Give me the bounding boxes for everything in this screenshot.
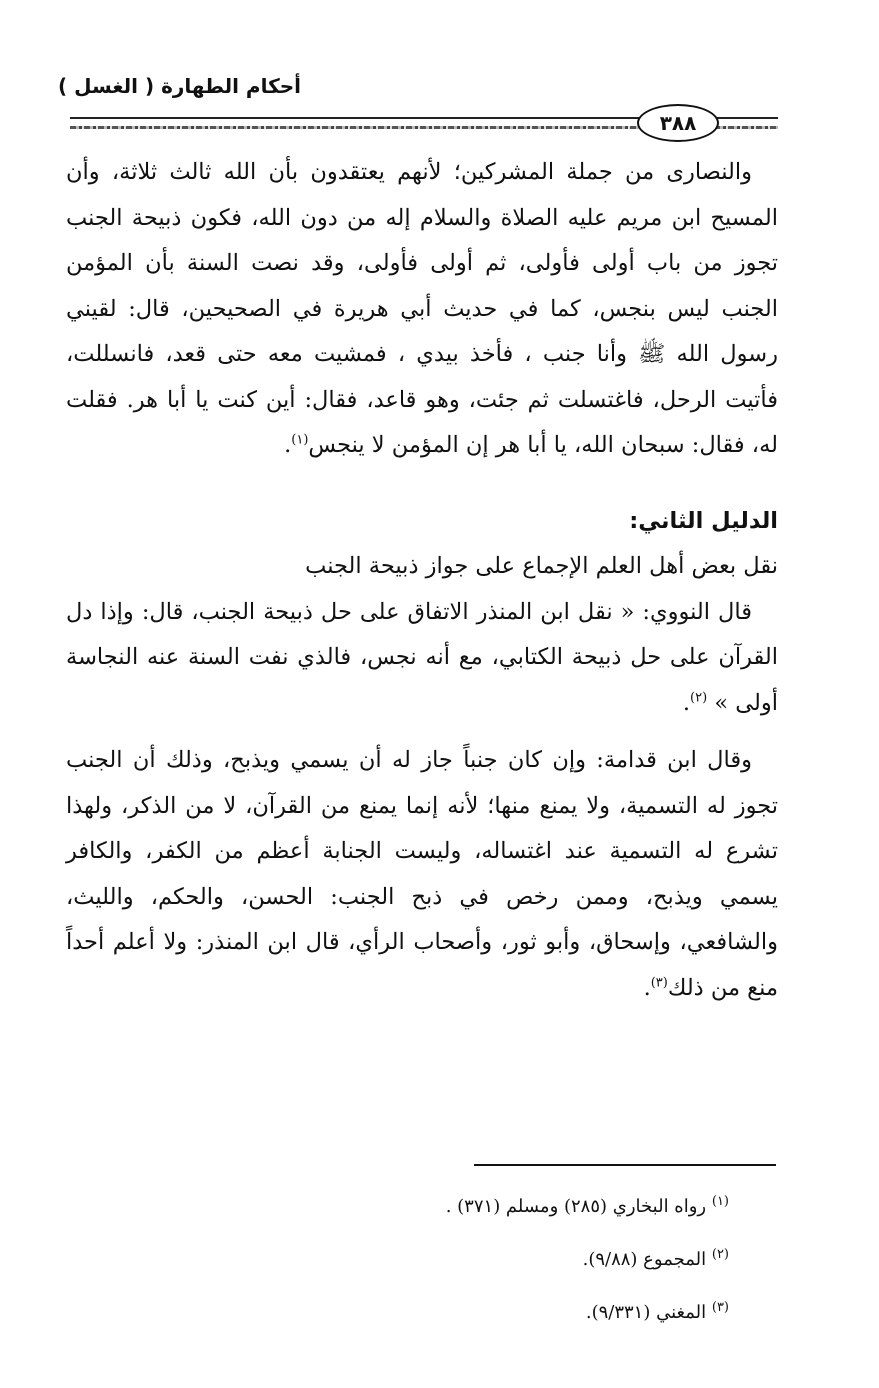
footnote-3 bbox=[209, 1286, 729, 1339]
footnote-3-text: المغني (٩/٣٣١). bbox=[585, 1302, 707, 1323]
footnote-2-text: المجموع (٩/٨٨). bbox=[582, 1249, 707, 1270]
footnote-1-number: (١) bbox=[711, 1194, 729, 1209]
paragraph-1-end: . bbox=[284, 432, 292, 458]
running-header-title: أحكام الطهارة ( الغسل ) bbox=[58, 74, 301, 98]
paragraph-2 bbox=[66, 590, 778, 727]
paragraph-2-text: قال النووي: « نقل ابن المنذر الاتفاق على حل ذبيحة الجنب، قال: وإذا دل القرآن على حل ذبيحة الكتابي، مع أنه نجس، فالذي نفت السنة عنه النجاسة أولى » bbox=[66, 598, 778, 716]
paragraph-1-text: والنصارى من جملة المشركين؛ لأنهم يعتقدون بأن الله ثالث ثلاثة، وأن المسيح ابن مريم عليه الصلاة والسلام إله من دون الله، فكون ذبيحة الجنب تجوز من باب أولى فأولى، ثم أولى فأولى، وقد نصت السنة بأن المؤمن الجنب ليس بنجس، كما في حديث أبي هريرة في الصحيحين، قال: لقيني رسول الله ﷺ وأنا جنب ، فأخذ بيدي ، فمشيت معه حتى قعد، فانسللت، فأتيت الرحل، فاغتسلت ثم جئت، وهو قاعد، فقال: أين كنت يا أبا هر. فقلت له، فقال: سبحان الله، يا أبا هر إن المؤمن لا ينجس bbox=[66, 159, 778, 458]
footnote-ref-1: (١) bbox=[291, 432, 309, 448]
footnote-ref-2: (٢) bbox=[690, 690, 708, 705]
page-number: ٣٨٨ bbox=[637, 104, 719, 142]
paragraph-3 bbox=[66, 738, 778, 1011]
paragraph-1 bbox=[66, 150, 778, 469]
footnote-ref-3: (٣) bbox=[650, 975, 668, 990]
main-text bbox=[66, 150, 778, 1011]
section-heading: الدليل الثاني: bbox=[629, 507, 778, 534]
section-subheading: نقل بعض أهل العلم الإجماع على جواز ذبيحة الجنب bbox=[305, 553, 778, 579]
footnote-2-number: (٢) bbox=[711, 1247, 729, 1262]
footnote-1-text: رواه البخاري (٢٨٥) ومسلم (٣٧١) . bbox=[445, 1196, 707, 1217]
footnote-2 bbox=[209, 1233, 729, 1286]
footnote-3-number: (٣) bbox=[711, 1300, 729, 1315]
footnote-1 bbox=[209, 1180, 729, 1233]
footnote-separator bbox=[474, 1164, 776, 1166]
footnotes bbox=[209, 1180, 729, 1339]
paragraph-2-end: . bbox=[682, 689, 691, 716]
paragraph-3-text: وقال ابن قدامة: وإن كان جنباً جاز له أن يسمي ويذبح، وذلك أن الجنب تجوز له التسمية، ولا يمنع منها؛ لأنه إنما يمنع من القرآن، لا من الذكر، ولهذا تشرع له التسمية عند اغتساله، وليست الجنابة أعظم من الكفر، والكافر يسمي ويذبح، وممن رخص في ذبح الجنب: الحسن، والحكم، والليث، والشافعي، وإسحاق، وأبو ثور، وأصحاب الرأي، قال ابن المنذر: ولا أعلم أحداً منع من ذلك bbox=[66, 747, 778, 1001]
paragraph-3-end: . bbox=[643, 974, 651, 1001]
